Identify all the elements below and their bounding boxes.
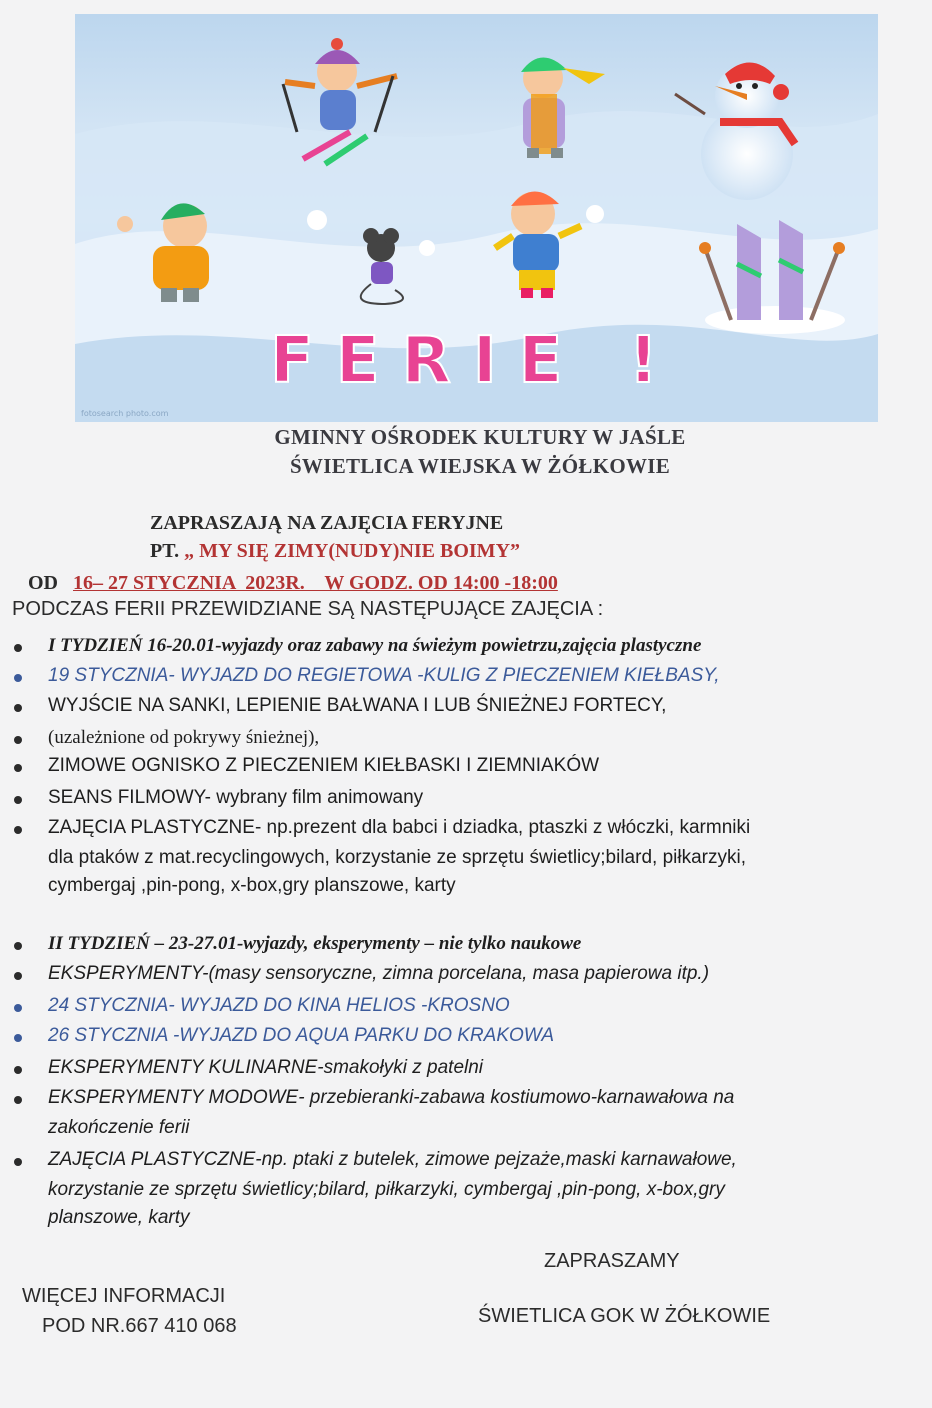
list-item-note <box>48 724 928 752</box>
signature: ŚWIETLICA GOK W ŻÓŁKOWIE <box>478 1305 771 1327</box>
activities-intro: PODCZAS FERII PRZEWIDZIANE SĄ NASTĘPUJĄCE ZAJĘCIA : <box>12 598 604 620</box>
organizer-line-1: GMINNY OŚRODEK KULTURY W JAŚLE <box>274 425 686 449</box>
list-item: EKSPERYMENTY MODOWE- przebieranki-zabawa kostiumowo-karnawałowa na <box>48 1084 928 1112</box>
event-title <box>150 540 520 563</box>
contact-phone: POD NR.667 410 068 <box>42 1315 237 1337</box>
list-item-continued: korzystanie ze sprzętu świetlicy;bilard, piłkarzyki, cymbergaj ,pin-pong, x-box,gry <box>48 1179 725 1200</box>
list-item: EKSPERYMENTY-(masy sensoryczne, zimna porcelana, masa papierowa itp.) <box>48 960 928 988</box>
list-item-continued: dla ptaków z mat.recyclingowych, korzystanie ze sprzętu świetlicy;bilard, piłkarzyki, <box>48 847 746 868</box>
list-item-continued: planszowe, karty <box>48 1207 190 1228</box>
title-text: „ MY SIĘ ZIMY(NUDY)NIE BOIMY” <box>184 540 521 562</box>
date-prefix: OD <box>28 572 73 594</box>
list-item-continued: zakończenie ferii <box>48 1117 190 1138</box>
list-item: 19 STYCZNIA- WYJAZD DO REGIETOWA -KULIG Z PIECZENIEM KIEŁBASY, <box>48 662 928 690</box>
list-item: ZAJĘCIA PLASTYCZNE- np.prezent dla babci i dziadka, ptaszki z włóczki, karmniki <box>48 814 928 842</box>
organizer-line-2: ŚWIETLICA WIEJSKA W ŻÓŁKOWIE <box>289 454 671 478</box>
title-prefix: PT. <box>150 540 185 562</box>
banner-title: FERIE ! <box>270 324 680 398</box>
contact-info-line-1: WIĘCEJ INFORMACJI <box>22 1285 226 1307</box>
list-item: SEANS FILMOWY- wybrany film animowany <box>48 784 928 812</box>
date-text: 16– 27 STYCZNIA 2023R. W GODZ. OD 14:00 -18:00 <box>73 572 558 594</box>
closing-text: ZAPRASZAMY <box>544 1250 680 1272</box>
list-item-week2-heading: II TYDZIEŃ – 23-27.01-wyjazdy, eksperymenty – nie tylko naukowe <box>48 930 928 958</box>
list-item: EKSPERYMENTY KULINARNE-smakołyki z patelni <box>48 1054 928 1082</box>
winter-banner-image <box>75 14 878 422</box>
list-item: WYJŚCIE NA SANKI, LEPIENIE BAŁWANA I LUB ŚNIEŻNEJ FORTECY, <box>48 692 928 720</box>
list-item: ZAJĘCIA PLASTYCZNE-np. ptaki z butelek, zimowe pejzaże,maski karnawałowe, <box>48 1146 928 1174</box>
list-item-note-text: (uzależnione od pokrywy śnieżnej), <box>48 727 320 748</box>
list-item: 24 STYCZNIA- WYJAZD DO KINA HELIOS -KROSNO <box>48 992 928 1020</box>
list-item-continued: cymbergaj ,pin-pong, x-box,gry planszowe, karty <box>48 875 456 896</box>
invitation-line: ZAPRASZAJĄ NA ZAJĘCIA FERYJNE <box>150 512 504 534</box>
contact-info <box>22 1281 237 1341</box>
list-item-week1-heading: I TYDZIEŃ 16-20.01-wyjazdy oraz zabawy na świeżym powietrzu,zajęcia plastyczne <box>48 632 928 660</box>
list-item: 26 STYCZNIA -WYJAZD DO AQUA PARKU DO KRAKOWA <box>48 1022 928 1050</box>
banner-watermark: fotosearch photo.com <box>81 409 169 418</box>
event-dates <box>28 572 558 595</box>
list-item: ZIMOWE OGNISKO Z PIECZENIEM KIEŁBASKI I ZIEMNIAKÓW <box>48 752 928 780</box>
